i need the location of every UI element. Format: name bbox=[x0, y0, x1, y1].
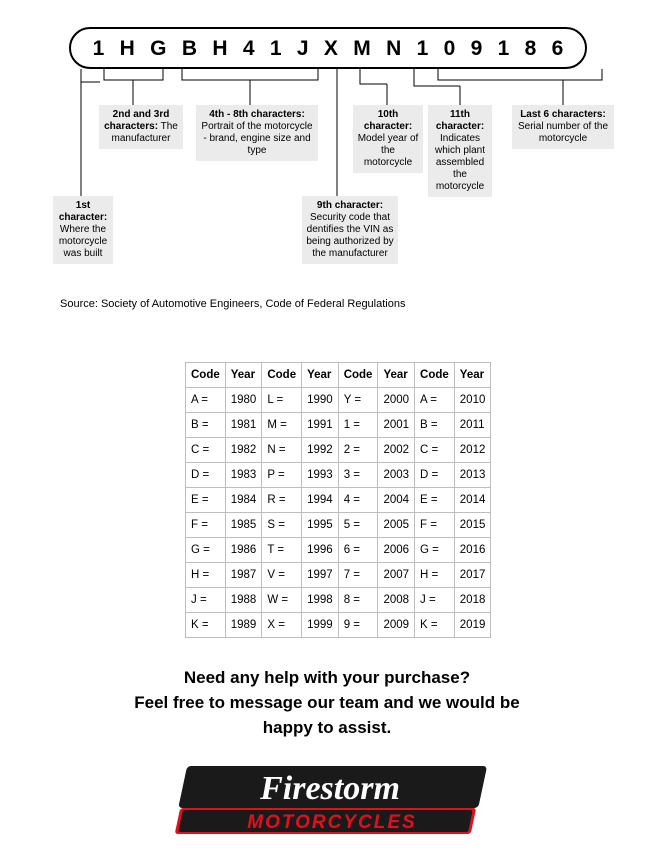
vin-char: B bbox=[181, 36, 198, 60]
vin-bar bbox=[69, 27, 587, 69]
table-cell: 1982 bbox=[225, 438, 262, 463]
callout-4th-8th-characters bbox=[196, 105, 318, 161]
table-cell: K = bbox=[415, 613, 455, 638]
table-cell: H = bbox=[186, 563, 226, 588]
table-cell: W = bbox=[262, 588, 302, 613]
help-line-2: Feel free to message our team and we would be bbox=[134, 693, 520, 712]
table-cell: B = bbox=[415, 413, 455, 438]
table-row bbox=[186, 413, 491, 438]
table-cell: 6 = bbox=[338, 538, 378, 563]
table-cell: 2011 bbox=[454, 413, 491, 438]
callout-title: 4th - 8th characters: bbox=[209, 109, 305, 120]
help-message bbox=[0, 665, 654, 740]
table-cell: 1997 bbox=[302, 563, 339, 588]
vin-char: 8 bbox=[524, 36, 537, 60]
table-cell: 9 = bbox=[338, 613, 378, 638]
table-cell: X = bbox=[262, 613, 302, 638]
table-cell: 4 = bbox=[338, 488, 378, 513]
table-cell: 1993 bbox=[302, 463, 339, 488]
callout-10th-character bbox=[353, 105, 423, 173]
vin-char: 9 bbox=[470, 36, 483, 60]
table-cell: 7 = bbox=[338, 563, 378, 588]
firestorm-motorcycles-logo bbox=[160, 762, 500, 844]
table-cell: 2014 bbox=[454, 488, 491, 513]
table-cell: 2018 bbox=[454, 588, 491, 613]
vin-char: J bbox=[296, 36, 309, 60]
vin-char: M bbox=[353, 36, 371, 60]
table-header-cell: Code bbox=[415, 363, 455, 388]
callout-body: Indicates which plant assembled the motorcycle bbox=[434, 133, 486, 192]
table-cell: 2008 bbox=[378, 588, 415, 613]
table-cell: C = bbox=[186, 438, 226, 463]
table-cell: G = bbox=[186, 538, 226, 563]
vin-char: 1 bbox=[92, 36, 105, 60]
table-cell: V = bbox=[262, 563, 302, 588]
callout-title: 11th character: bbox=[435, 109, 485, 132]
table-row bbox=[186, 538, 491, 563]
table-cell: C = bbox=[415, 438, 455, 463]
table-header-cell: Year bbox=[378, 363, 415, 388]
table-cell: 2 = bbox=[338, 438, 378, 463]
table-header-cell: Year bbox=[225, 363, 262, 388]
table-cell: 1986 bbox=[225, 538, 262, 563]
table-row bbox=[186, 463, 491, 488]
table-cell: 1991 bbox=[302, 413, 339, 438]
vin-char: 6 bbox=[551, 36, 564, 60]
table-cell: J = bbox=[415, 588, 455, 613]
vin-char: 1 bbox=[416, 36, 429, 60]
table-cell: 2004 bbox=[378, 488, 415, 513]
table-cell: D = bbox=[186, 463, 226, 488]
table-cell: T = bbox=[262, 538, 302, 563]
table-cell: M = bbox=[262, 413, 302, 438]
table-cell: 1 = bbox=[338, 413, 378, 438]
table-cell: 1994 bbox=[302, 488, 339, 513]
table-row bbox=[186, 388, 491, 413]
table-cell: 1996 bbox=[302, 538, 339, 563]
vin-char: H bbox=[119, 36, 135, 60]
table-row bbox=[186, 438, 491, 463]
callout-11th-character bbox=[428, 105, 492, 197]
callout-last-6-characters bbox=[512, 105, 614, 149]
table-row bbox=[186, 513, 491, 538]
table-cell: 1990 bbox=[302, 388, 339, 413]
table-cell: H = bbox=[415, 563, 455, 588]
table-cell: 2005 bbox=[378, 513, 415, 538]
table-header-cell: Code bbox=[186, 363, 226, 388]
vin-char: 4 bbox=[242, 36, 255, 60]
table-cell: 2017 bbox=[454, 563, 491, 588]
table-cell: 2016 bbox=[454, 538, 491, 563]
vin-char: N bbox=[386, 36, 402, 60]
table-cell: 1985 bbox=[225, 513, 262, 538]
table-cell: E = bbox=[415, 488, 455, 513]
table-cell: 1992 bbox=[302, 438, 339, 463]
table-cell: K = bbox=[186, 613, 226, 638]
table-cell: 5 = bbox=[338, 513, 378, 538]
callout-body: Model year of the motorcycle bbox=[357, 133, 419, 168]
table-cell: J = bbox=[186, 588, 226, 613]
table-cell: F = bbox=[186, 513, 226, 538]
table-cell: 2009 bbox=[378, 613, 415, 638]
table-cell: 2003 bbox=[378, 463, 415, 488]
table-cell: 2019 bbox=[454, 613, 491, 638]
table-header-cell: Code bbox=[262, 363, 302, 388]
vin-char: 0 bbox=[443, 36, 456, 60]
table-cell: E = bbox=[186, 488, 226, 513]
table-cell: 1998 bbox=[302, 588, 339, 613]
table-cell: L = bbox=[262, 388, 302, 413]
callout-body: Serial number of the motorcycle bbox=[517, 121, 609, 144]
callout-title: 1st character: bbox=[58, 200, 108, 223]
vin-char: H bbox=[212, 36, 228, 60]
table-cell: F = bbox=[415, 513, 455, 538]
vin-char: X bbox=[323, 36, 338, 60]
table-header-cell: Year bbox=[302, 363, 339, 388]
table-header-cell: Year bbox=[454, 363, 491, 388]
table-header-row bbox=[186, 363, 491, 388]
callout-2nd-3rd-characters bbox=[99, 105, 183, 149]
table-cell: N = bbox=[262, 438, 302, 463]
logo-secondary-text: MOTORCYCLES bbox=[247, 812, 417, 833]
table-cell: D = bbox=[415, 463, 455, 488]
table-cell: 2007 bbox=[378, 563, 415, 588]
table-cell: 1999 bbox=[302, 613, 339, 638]
callout-1st-character bbox=[53, 196, 113, 264]
help-line-1: Need any help with your purchase? bbox=[183, 668, 471, 687]
callout-title: 10th character: bbox=[363, 109, 413, 132]
vin-bar-container bbox=[69, 27, 587, 69]
table-row bbox=[186, 488, 491, 513]
help-line-3: happy to assist. bbox=[262, 718, 392, 737]
table-cell: 2015 bbox=[454, 513, 491, 538]
table-cell: 1983 bbox=[225, 463, 262, 488]
callout-body: Where the motorcycle was built bbox=[58, 224, 108, 259]
callout-body: Portrait of the motorcycle - brand, engine size and type bbox=[201, 121, 313, 156]
table-cell: 2002 bbox=[378, 438, 415, 463]
table-cell: 8 = bbox=[338, 588, 378, 613]
table-cell: 1995 bbox=[302, 513, 339, 538]
logo-primary-text: Firestorm bbox=[260, 770, 400, 807]
vin-char: 1 bbox=[269, 36, 282, 60]
callout-title: Last 6 characters: bbox=[520, 109, 606, 120]
table-cell: A = bbox=[186, 388, 226, 413]
table-cell: 1988 bbox=[225, 588, 262, 613]
table-cell: A = bbox=[415, 388, 455, 413]
logo-artwork bbox=[160, 762, 500, 844]
vin-char: 1 bbox=[497, 36, 510, 60]
table-cell: 2000 bbox=[378, 388, 415, 413]
table-cell: S = bbox=[262, 513, 302, 538]
table-cell: 2013 bbox=[454, 463, 491, 488]
table-row bbox=[186, 613, 491, 638]
table-cell: 1980 bbox=[225, 388, 262, 413]
table-cell: 2006 bbox=[378, 538, 415, 563]
table-cell: 1989 bbox=[225, 613, 262, 638]
callout-body: The manufacturer bbox=[111, 121, 178, 144]
callout-title: 9th character: bbox=[316, 200, 384, 211]
table-cell: 3 = bbox=[338, 463, 378, 488]
table-cell: P = bbox=[262, 463, 302, 488]
table-cell: 1987 bbox=[225, 563, 262, 588]
table-cell: 1981 bbox=[225, 413, 262, 438]
table-cell: Y = bbox=[338, 388, 378, 413]
vin-char: G bbox=[150, 36, 167, 60]
callout-9th-character bbox=[302, 196, 398, 264]
callout-body: Security code that dentifies the VIN as being authorized by the manufacturer bbox=[306, 212, 394, 259]
table-row bbox=[186, 588, 491, 613]
table-cell: 2010 bbox=[454, 388, 491, 413]
table-cell: B = bbox=[186, 413, 226, 438]
table-row bbox=[186, 563, 491, 588]
table-cell: G = bbox=[415, 538, 455, 563]
table-cell: R = bbox=[262, 488, 302, 513]
callout-title: 2nd and 3rd characters: bbox=[104, 109, 170, 132]
table-cell: 1984 bbox=[225, 488, 262, 513]
table-header-cell: Code bbox=[338, 363, 378, 388]
model-year-code-table-container bbox=[185, 362, 491, 638]
table-cell: 2001 bbox=[378, 413, 415, 438]
model-year-code-table bbox=[185, 362, 491, 638]
table-cell: 2012 bbox=[454, 438, 491, 463]
source-note: Source: Society of Automotive Engineers, Code of Federal Regulations bbox=[60, 298, 406, 310]
